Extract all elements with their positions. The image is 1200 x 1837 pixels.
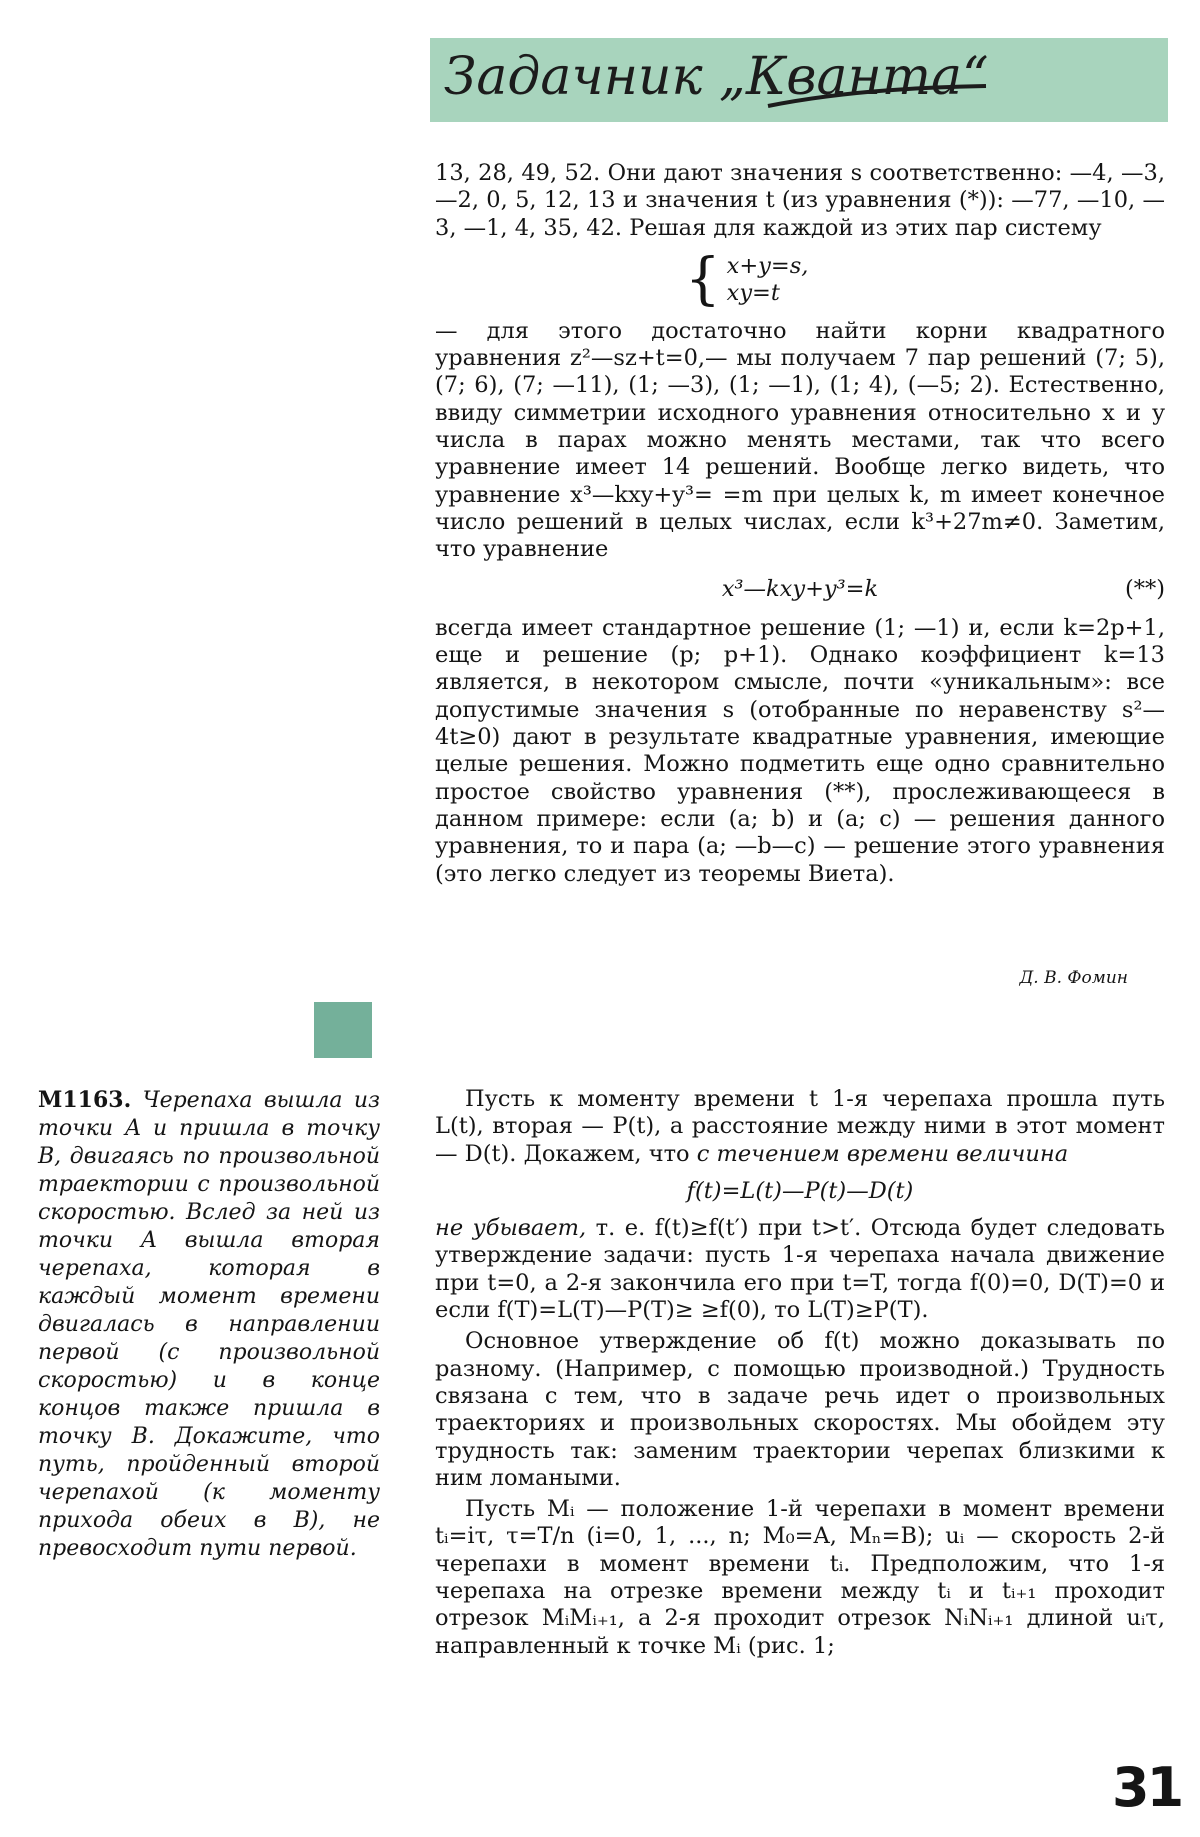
margin-square-decoration xyxy=(314,1002,372,1058)
solution-m1163 xyxy=(435,1086,1165,1660)
solution2-p1-start: Пусть к моменту времени t 1-я черепаха прошла путь L(t), вторая — P(t), а расстояние между ними в этот момент — D(t). Докажем, что xyxy=(435,1086,1165,1167)
formula-text: x³—kxy+y³=k xyxy=(721,575,879,602)
system-line-2: xy=t xyxy=(726,279,780,306)
formula-tag: (**) xyxy=(1124,575,1165,602)
header-title-text: Задачник „Кванта“ xyxy=(444,47,989,107)
page-number: 31 xyxy=(1112,1756,1182,1819)
formula-f xyxy=(435,1178,1165,1205)
solution1-p3: всегда имеет стандартное решение (1; —1) и, если k=2p+1, еще и решение (p; p+1). Однако коэффициент k=13 является, в некотором смысле, почти «уникальным»: все допустимые значения s (отобранные по неравенству s²—4t≥0) дают в результате квадратные уравнения, имеющие целые решения. Можно подметить еще одно сравнительно простое свойство уравнения (**), прослеживающееся в данном примере: если (a; b) и (a; c) — решения данного уравнения, то и пара (a; —b—c) — решение этого уравнения (это легко следует из теоремы Виета). xyxy=(435,614,1165,887)
formula-double-star xyxy=(435,576,1165,603)
problem-statement xyxy=(38,1086,380,1563)
header-title-logo xyxy=(438,28,998,128)
solution2-p2-rest: т. е. f(t)≥f(t′) при t>t′. Отсюда будет следовать утверждение задачи: пусть 1-я черепаха начала движение при t=0, а 2-я закончила его при t=T, тогда f(0)=0, D(T)=0 и если f(T)=L(T)—P(T)≥ ≥f(0), то L(T)≥P(T). xyxy=(435,1215,1165,1324)
header-title xyxy=(438,28,998,128)
formula-f-text: f(t)=L(t)—P(t)—D(t) xyxy=(686,1177,914,1204)
system-line-1: x+y=s, xyxy=(726,252,809,279)
author-signature: Д. В. Фомин xyxy=(1019,968,1128,988)
solution-continuation xyxy=(435,160,1165,888)
equation-system xyxy=(685,246,1165,312)
brace-symbol: { xyxy=(685,246,721,312)
solution2-p1-italic: с течением времени величина xyxy=(696,1140,1069,1167)
solution2-p2 xyxy=(435,1215,1165,1324)
solution1-p2: — для этого достаточно найти корни квадратного уравнения z²—sz+t=0,— мы получаем 7 пар решений (7; 5), (7; 6), (7; —11), (1; —3), (1; —1), (1; 4), (—5; 2). Естественно, ввиду симметрии исходного уравнения относительно x и y числа в парах можно менять местами, так что всего уравнение имеет 14 решений. Вообще легко видеть, что уравнение x³—kxy+y³= =m при целых k, m имеет конечное число решений в целых числах, если k³+27m≠0. Заметим, что уравнение xyxy=(435,317,1165,563)
solution2-p1 xyxy=(435,1086,1165,1168)
solution2-p2-italic: не убывает, xyxy=(435,1215,587,1242)
problem-id: М1163. xyxy=(38,1087,132,1113)
solution2-p4: Пусть Mᵢ — положение 1-й черепахи в момент времени tᵢ=iτ, τ=T/n (i=0, 1, ..., n; M₀=A, Mₙ=B); uᵢ — скорость 2-й черепахи в момент времени tᵢ. Предположим, что 1-я черепаха на отрезке времени между tᵢ и tᵢ₊₁ проходит отрезок MᵢMᵢ₊₁, а 2-я проходит отрезок NᵢNᵢ₊₁ длиной uᵢτ, направленный к точке Mᵢ (рис. 1; xyxy=(435,1496,1165,1659)
solution2-p3: Основное утверждение об f(t) можно доказывать по разному. (Например, с помощью производной.) Трудность связана с тем, что в задаче речь идет о произвольных траекториях и произвольных скоростях. Мы обойдем эту трудность так: заменим траектории черепах близкими к ним ломаными. xyxy=(435,1328,1165,1491)
problem-text: Черепаха вышла из точки A и пришла в точку B, двигаясь по произвольной траектории с произвольной скоростью. Вслед за ней из точки A вышла вторая черепаха, которая в каждый момент времени двигалась в направлении первой (с произвольной скоростью) и в конце концов также пришла в точку B. Докажите, что путь, пройденный второй черепахой (к моменту прихода обеих в B), не превосходит пути первой. xyxy=(38,1088,381,1561)
solution1-p1: 13, 28, 49, 52. Они дают значения s соответственно: —4, —3, —2, 0, 5, 12, 13 и значения t (из уравнения (*)): —77, —10, —3, —1, 4, 35, 42. Решая для каждой из этих пар систему xyxy=(435,160,1165,241)
